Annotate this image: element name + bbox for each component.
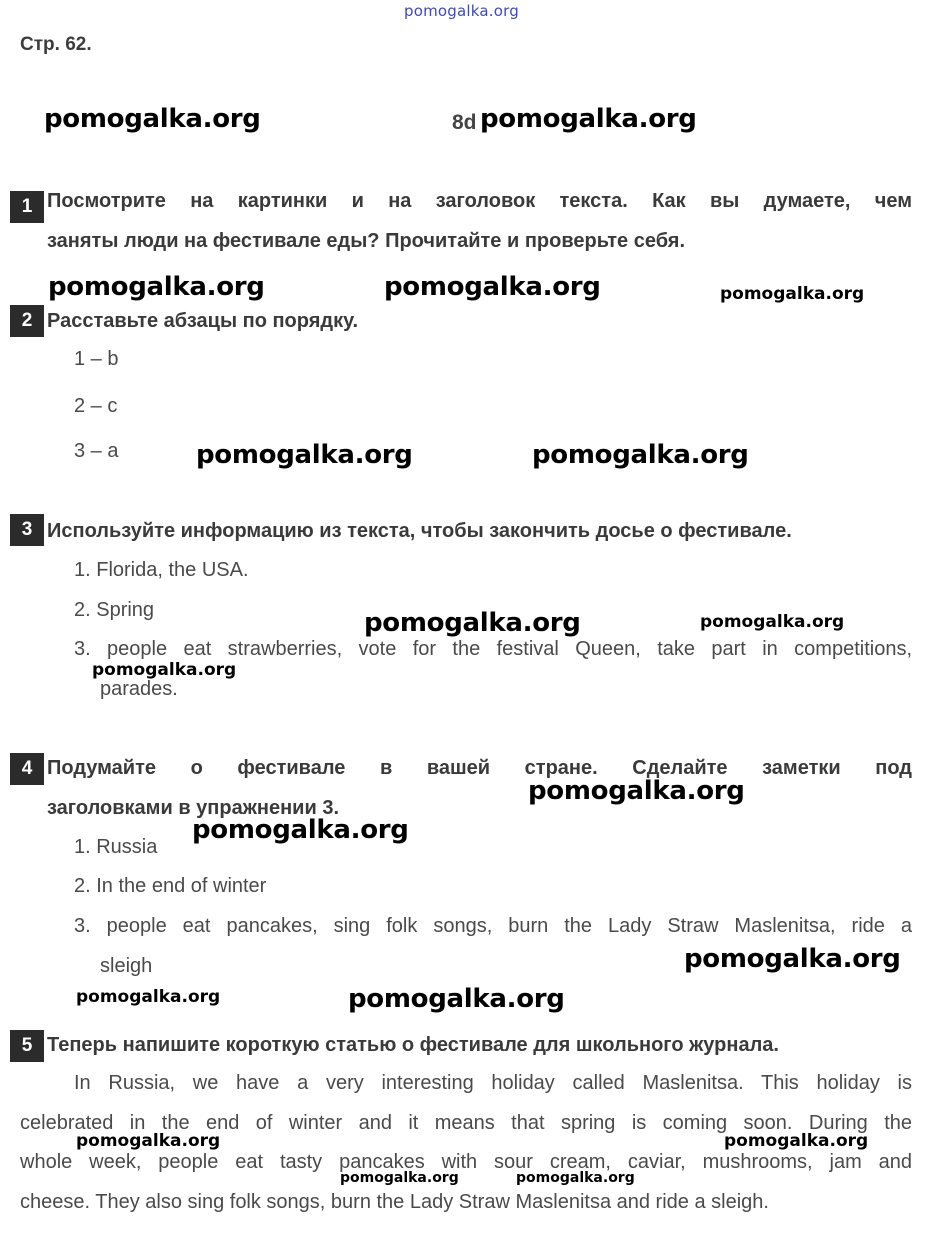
watermark: pomogalka.org xyxy=(528,776,745,806)
task-4-line-2: заголовками в упражнении 3. xyxy=(47,797,340,819)
task-2-answer-2: 2 – c xyxy=(74,395,118,417)
watermark: pomogalka.org xyxy=(720,284,865,304)
task-number-1: 1 xyxy=(10,191,44,223)
task-1-line-1: Посмотрите на картинки и на заголовок текста. Как вы думаете, чем xyxy=(47,190,912,212)
task-4-answer-3-line-1: 3. people eat pancakes, sing folk songs, burn the Lady Straw Maslenitsa, ride a xyxy=(74,915,912,937)
watermark: pomogalka.org xyxy=(340,1170,459,1186)
watermark: pomogalka.org xyxy=(364,608,581,638)
watermark: pomogalka.org xyxy=(196,440,413,470)
watermark: pomogalka.org xyxy=(516,1170,635,1186)
article-line-3: whole week, people eat tasty pancakes with sour cream, caviar, mushrooms, jam and xyxy=(20,1151,912,1173)
task-2-instruction: Расставьте абзацы по порядку. xyxy=(47,310,359,332)
task-2-answer-3: 3 – a xyxy=(74,440,119,462)
task-4-instruction xyxy=(47,748,912,828)
watermark: pomogalka.org xyxy=(384,272,601,302)
task-4-answer-3-line-2: sleigh xyxy=(100,955,153,977)
watermark: pomogalka.org xyxy=(684,944,901,974)
task-3-answer-3-line-1: 3. people eat strawberries, vote for the festival Queen, take part in competitions, xyxy=(74,638,912,660)
watermark: pomogalka.org xyxy=(76,987,221,1007)
task-4-answer-1: 1. Russia xyxy=(74,836,158,858)
task-number-2: 2 xyxy=(10,305,44,337)
task-1-line-2: заняты люди на фестивале еды? Прочитайте и проверьте себя. xyxy=(47,230,686,252)
task-4-answer-3 xyxy=(74,906,912,946)
top-site-link[interactable]: pomogalka.org xyxy=(404,2,519,20)
article-line-1: In Russia, we have a very interesting holiday called Maslenitsa. This holiday is xyxy=(74,1072,912,1094)
task-2-answer-1: 1 – b xyxy=(74,348,119,370)
watermark: pomogalka.org xyxy=(192,815,409,845)
watermark: pomogalka.org xyxy=(44,104,261,134)
task-3-answer-2: 2. Spring xyxy=(74,599,155,621)
task-3-answer-1: 1. Florida, the USA. xyxy=(74,559,249,581)
task-4-answer-2: 2. In the end of winter xyxy=(74,875,267,897)
task-3-instruction: Используйте информацию из текста, чтобы закончить досье о фестивале. xyxy=(47,520,792,542)
watermark: pomogalka.org xyxy=(348,984,565,1014)
task-1-instruction xyxy=(47,181,912,261)
watermark: pomogalka.org xyxy=(480,104,697,134)
task-5-instruction: Теперь напишите короткую статью о фестивале для школьного журнала. xyxy=(47,1034,779,1056)
task-number-4: 4 xyxy=(10,753,44,785)
watermark: pomogalka.org xyxy=(724,1131,869,1151)
task-4-line-1: Подумайте о фестивале в вашей стране. Сделайте заметки под xyxy=(47,757,912,779)
task-number-5: 5 xyxy=(10,1030,44,1062)
article-line-4: cheese. They also sing folk songs, burn the Lady Straw Maslenitsa and ride a sleigh. xyxy=(20,1190,769,1213)
watermark: pomogalka.org xyxy=(532,440,749,470)
page-reference: Стр. 62. xyxy=(20,34,92,55)
watermark: pomogalka.org xyxy=(700,612,845,632)
lesson-code: 8d xyxy=(452,111,477,134)
task-3-answer-3-line-2: parades. xyxy=(100,678,178,700)
watermark: pomogalka.org xyxy=(76,1131,221,1151)
watermark: pomogalka.org xyxy=(92,660,237,680)
task-number-3: 3 xyxy=(10,514,44,546)
article-line-2: celebrated in the end of winter and it means that spring is coming soon. During the xyxy=(20,1111,912,1134)
watermark: pomogalka.org xyxy=(48,272,265,302)
